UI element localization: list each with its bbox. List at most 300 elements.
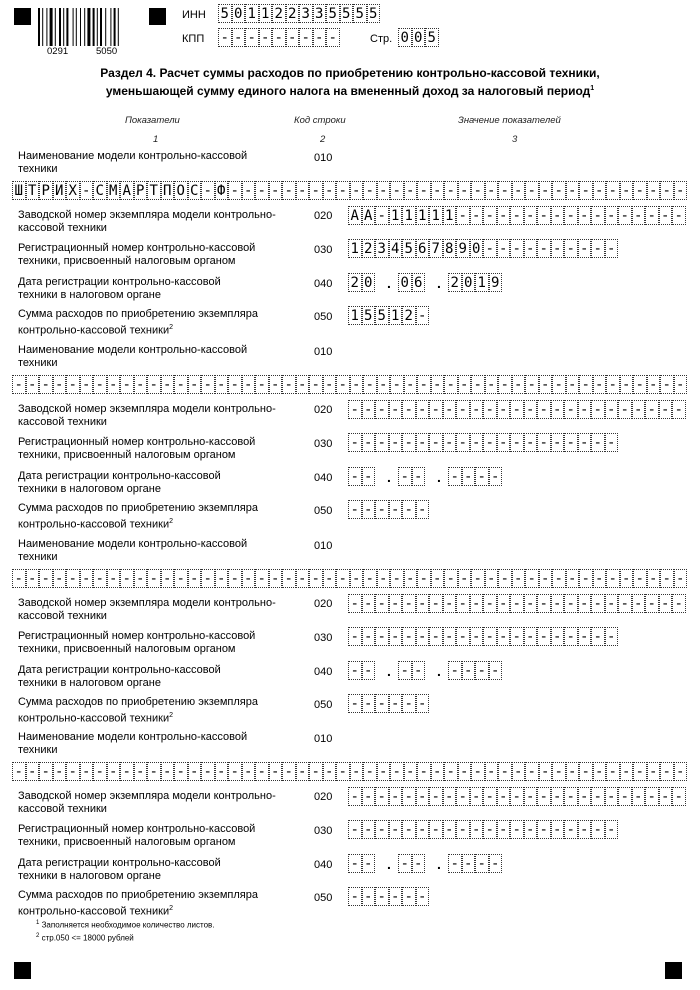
block-1-regnum-field-cell: [578, 239, 592, 258]
block-2-regnum-field-cell: [416, 433, 430, 452]
block-4-date-day-field-cell: [348, 854, 362, 873]
block-2-model-field-cell: [525, 375, 539, 394]
block-3-model-field-cell: [201, 569, 215, 588]
block-4-date-year-field-cell: [462, 854, 476, 873]
block-3-serial-field-cell: [605, 594, 619, 613]
block-1-regnum-field-cell: 7: [429, 239, 443, 258]
block-2-date-year-field-cell: [462, 467, 476, 486]
inn-cell: 5: [340, 4, 354, 23]
block-1-date-year-field[interactable]: [448, 273, 502, 294]
page-number-field[interactable]: [398, 28, 439, 49]
block-1-model-field-cell: А: [120, 181, 134, 200]
block-3-model-field-cell: [633, 569, 647, 588]
block-2-model-field-cell: [120, 375, 134, 394]
block-4-date-month-field[interactable]: [398, 854, 425, 875]
kpp-cell: [272, 28, 286, 47]
block-3-code-030: 030: [314, 632, 333, 644]
block-1-model-field-cell: [255, 181, 269, 200]
block-2-date-month-field-cell: [412, 467, 426, 486]
block-1-expense-field-cell: 1: [348, 306, 362, 325]
block-3-regnum-field-cell: [443, 627, 457, 646]
block-2-model-field-cell: [228, 375, 242, 394]
block-2-model-field-cell: [566, 375, 580, 394]
block-1-date-day-field-cell: 0: [362, 273, 376, 292]
corner-marker-top-left: [14, 8, 31, 25]
block-1-serial-field-cell: 1: [402, 206, 416, 225]
block-4-regnum-field-cell: [456, 820, 470, 839]
block-4-model-field-cell: [215, 762, 229, 781]
block-1-model-field-cell: [431, 181, 445, 200]
block-2-serial-field-cell: [564, 400, 578, 419]
block-1-model-field-cell: [228, 181, 242, 200]
block-4-serial-field-cell: [470, 787, 484, 806]
block-1-model-field-cell: Р: [39, 181, 53, 200]
block-4-expense-field-cell: [416, 887, 430, 906]
block-3-date-dot-1: .: [387, 663, 391, 679]
inn-field[interactable]: [218, 4, 380, 25]
block-2-serial-label: Заводской номер экземпляра модели контрольно-кассовой техники: [18, 403, 276, 428]
block-4-expense-field-cell: [389, 887, 403, 906]
block-2-regnum-field-cell: [605, 433, 619, 452]
block-3-serial-field-cell: [659, 594, 673, 613]
block-2-code-010: 010: [314, 346, 333, 358]
block-4-model-field-cell: [269, 762, 283, 781]
block-1-date-month-field-cell: 0: [398, 273, 412, 292]
block-2-model-field-cell: [39, 375, 53, 394]
block-4-serial-field-cell: [537, 787, 551, 806]
block-4-serial-field-cell: [389, 787, 403, 806]
block-2-model-field-cell: [512, 375, 526, 394]
block-3-model-field-cell: [525, 569, 539, 588]
block-4-regnum-field-cell: [402, 820, 416, 839]
block-2-regnum-field-cell: [429, 433, 443, 452]
block-4-code-050: 050: [314, 892, 333, 904]
block-2-regnum-field-cell: [362, 433, 376, 452]
block-4-model-field-cell: [107, 762, 121, 781]
block-3-date-year-field-cell: [475, 661, 489, 680]
block-1-date-year-field-cell: 2: [448, 273, 462, 292]
block-2-model-field-cell: [174, 375, 188, 394]
column-number-3: 3: [512, 134, 518, 145]
block-3-model-field-cell: [647, 569, 661, 588]
block-3-date-month-field[interactable]: [398, 661, 425, 682]
block-4-model-field-cell: [336, 762, 350, 781]
block-3-date-year-field-cell: [448, 661, 462, 680]
block-2-serial-field[interactable]: [348, 400, 686, 421]
block-1-serial-field-cell: [672, 206, 686, 225]
inn-cell: 0: [232, 4, 246, 23]
block-4-model-field-cell: [485, 762, 499, 781]
block-2-model-field-cell: [674, 375, 688, 394]
block-1-model-field-cell: [647, 181, 661, 200]
block-3-regnum-field-cell: [389, 627, 403, 646]
block-3-serial-field-cell: [483, 594, 497, 613]
block-3-model-field-cell: [80, 569, 94, 588]
block-4-expense-label: Сумма расходов по приобретению экземпляра контрольно-кассовой техники$^2$: [18, 889, 258, 918]
block-4-model-field-cell: [12, 762, 26, 781]
block-4-regnum-field[interactable]: [348, 820, 618, 841]
section-title-line1: Раздел 4. Расчет суммы расходов по приобретению контрольно-кассовой техники,: [100, 66, 600, 80]
block-2-model-field-cell: [620, 375, 634, 394]
block-3-model-field-cell: [296, 569, 310, 588]
block-4-serial-field[interactable]: [348, 787, 686, 808]
block-2-serial-field-cell: [402, 400, 416, 419]
block-1-model-field-cell: [350, 181, 364, 200]
block-1-model-field-cell: [498, 181, 512, 200]
block-1-regnum-field[interactable]: [348, 239, 618, 260]
block-3-expense-field-cell: [416, 694, 430, 713]
section-title-line2: уменьшающей сумму единого налога на вмененный доход за налоговый период$^1$: [105, 84, 595, 98]
block-2-date-month-field[interactable]: [398, 467, 425, 488]
block-2-serial-field-cell: [362, 400, 376, 419]
block-1-date-day-field-cell: 2: [348, 273, 362, 292]
block-4-regnum-field-cell: [497, 820, 511, 839]
block-2-code-030: 030: [314, 438, 333, 450]
block-3-regnum-field-cell: [402, 627, 416, 646]
block-4-model-field-cell: [80, 762, 94, 781]
block-2-expense-label: Сумма расходов по приобретению экземпляра контрольно-кассовой техники$^2$: [18, 502, 258, 531]
block-3-model-field-cell: [674, 569, 688, 588]
block-2-regnum-field-cell: [456, 433, 470, 452]
block-3-model-field-cell: [26, 569, 40, 588]
block-2-regnum-field-cell: [348, 433, 362, 452]
block-2-model-field[interactable]: [12, 375, 687, 396]
block-2-date-month-field-cell: [398, 467, 412, 486]
block-1-model-field-cell: Р: [134, 181, 148, 200]
block-3-regnum-field-cell: [456, 627, 470, 646]
block-1-model-field-cell: [485, 181, 499, 200]
block-2-model-field-cell: [390, 375, 404, 394]
block-4-model-field-cell: [606, 762, 620, 781]
block-4-model-field[interactable]: [12, 762, 687, 783]
kpp-cell: [326, 28, 340, 47]
block-1-serial-field-cell: А: [362, 206, 376, 225]
block-2-model-field-cell: [444, 375, 458, 394]
block-2-model-field-cell: [579, 375, 593, 394]
block-1-date-dot-1: .: [387, 275, 391, 291]
block-2-model-field-cell: [458, 375, 472, 394]
block-1-serial-field[interactable]: [348, 206, 686, 227]
block-1-regnum-field-cell: [551, 239, 565, 258]
inn-cell: 3: [299, 4, 313, 23]
block-4-expense-field[interactable]: [348, 887, 429, 908]
block-3-model-field-cell: [579, 569, 593, 588]
block-1-model-field-cell: [552, 181, 566, 200]
block-2-regnum-field-cell: [470, 433, 484, 452]
block-2-serial-field-cell: [618, 400, 632, 419]
block-3-serial-field-cell: [443, 594, 457, 613]
block-4-model-field-cell: [174, 762, 188, 781]
block-2-model-field-cell: [188, 375, 202, 394]
kpp-cell: [245, 28, 259, 47]
kpp-cell: [218, 28, 232, 47]
block-3-model-field-cell: [404, 569, 418, 588]
block-1-serial-field-cell: [632, 206, 646, 225]
block-4-serial-field-cell: [632, 787, 646, 806]
block-1-expense-field[interactable]: [348, 306, 429, 327]
block-1-serial-field-cell: [483, 206, 497, 225]
block-3-model-label: Наименование модели контрольно-кассовой техники: [18, 538, 248, 563]
block-1-serial-field-cell: 1: [443, 206, 457, 225]
block-2-expense-field[interactable]: [348, 500, 429, 521]
block-1-model-field-cell: -: [201, 181, 215, 200]
block-1-code-050: 050: [314, 311, 333, 323]
block-2-serial-field-cell: [456, 400, 470, 419]
block-1-serial-field-cell: [470, 206, 484, 225]
block-1-date-month-field[interactable]: [398, 273, 425, 294]
block-4-model-field-cell: [525, 762, 539, 781]
block-1-regnum-field-cell: [564, 239, 578, 258]
block-1-date-day-field[interactable]: [348, 273, 375, 294]
block-3-model-field-cell: [323, 569, 337, 588]
block-4-date-month-field-cell: [398, 854, 412, 873]
block-1-model-field-cell: [593, 181, 607, 200]
inn-cell: 5: [326, 4, 340, 23]
inn-cell: 5: [367, 4, 381, 23]
block-2-code-050: 050: [314, 505, 333, 517]
block-4-date-year-field[interactable]: [448, 854, 502, 875]
block-2-serial-field-cell: [645, 400, 659, 419]
block-1-model-field[interactable]: [12, 181, 687, 202]
block-1-model-field-cell: [471, 181, 485, 200]
block-3-model-field-cell: [498, 569, 512, 588]
block-3-regnum-field-cell: [510, 627, 524, 646]
block-4-model-field-cell: [323, 762, 337, 781]
block-4-regnum-field-cell: [578, 820, 592, 839]
block-1-regnum-field-cell: 2: [362, 239, 376, 258]
block-2-regnum-field-cell: [564, 433, 578, 452]
block-1-regnum-field-cell: 0: [470, 239, 484, 258]
block-3-serial-field[interactable]: [348, 594, 686, 615]
block-3-regnum-field-cell: [605, 627, 619, 646]
inn-cell: 5: [353, 4, 367, 23]
block-3-regnum-field-cell: [537, 627, 551, 646]
block-3-model-field-cell: [660, 569, 674, 588]
block-1-model-field-cell: Ф: [215, 181, 229, 200]
block-2-model-field-cell: [323, 375, 337, 394]
block-1-model-field-cell: С: [188, 181, 202, 200]
block-1-model-field-cell: [579, 181, 593, 200]
column-header-code: Код строки: [294, 115, 346, 126]
block-3-regnum-field-cell: [551, 627, 565, 646]
block-3-model-field-cell: [512, 569, 526, 588]
block-4-serial-field-cell: [456, 787, 470, 806]
block-2-regnum-field-cell: [497, 433, 511, 452]
block-1-regnum-field-cell: [591, 239, 605, 258]
block-3-regnum-label: Регистрационный номер контрольно-кассовой техники, присвоенный налоговым органом: [18, 630, 256, 655]
block-4-serial-field-cell: [362, 787, 376, 806]
block-2-serial-field-cell: [551, 400, 565, 419]
block-1-code-010: 010: [314, 152, 333, 164]
block-3-model-field-cell: [255, 569, 269, 588]
block-3-model-field-cell: [620, 569, 634, 588]
block-4-serial-field-cell: [375, 787, 389, 806]
block-2-model-field-cell: [282, 375, 296, 394]
block-4-serial-field-cell: [591, 787, 605, 806]
block-4-model-field-cell: [309, 762, 323, 781]
page-label: Стр.: [370, 33, 393, 45]
block-3-serial-field-cell: [672, 594, 686, 613]
block-1-expense-field-cell: [416, 306, 430, 325]
block-1-regnum-field-cell: 3: [375, 239, 389, 258]
block-1-serial-field-cell: [497, 206, 511, 225]
block-1-model-field-cell: [674, 181, 688, 200]
block-2-model-label: Наименование модели контрольно-кассовой техники: [18, 344, 248, 369]
block-2-serial-field-cell: [416, 400, 430, 419]
kpp-cell: [259, 28, 273, 47]
block-1-model-field-cell: [633, 181, 647, 200]
block-1-model-field-cell: [512, 181, 526, 200]
block-4-serial-label: Заводской номер экземпляра модели контрольно-кассовой техники: [18, 790, 276, 815]
block-4-date-day-field[interactable]: [348, 854, 375, 875]
block-1-model-field-cell: С: [93, 181, 107, 200]
block-3-model-field-cell: [309, 569, 323, 588]
block-1-model-field-cell: [566, 181, 580, 200]
kpp-cell: [286, 28, 300, 47]
block-1-model-field-cell: Х: [66, 181, 80, 200]
inn-cell: 5: [218, 4, 232, 23]
block-1-regdate-label: Дата регистрации контрольно-кассовой техники в налоговом органе: [18, 276, 221, 301]
block-2-date-dot-2: .: [437, 469, 441, 485]
corner-marker-top-center: [149, 8, 166, 25]
block-4-regnum-field-cell: [605, 820, 619, 839]
block-2-serial-field-cell: [632, 400, 646, 419]
block-4-regnum-field-cell: [591, 820, 605, 839]
block-3-model-field-cell: [390, 569, 404, 588]
block-1-model-field-cell: П: [161, 181, 175, 200]
block-1-model-field-cell: [363, 181, 377, 200]
block-2-regnum-field[interactable]: [348, 433, 618, 454]
block-1-regnum-field-cell: [605, 239, 619, 258]
block-1-serial-field-cell: [551, 206, 565, 225]
block-4-regdate-label: Дата регистрации контрольно-кассовой техники в налоговом органе: [18, 857, 221, 882]
block-3-model-field-cell: [539, 569, 553, 588]
block-2-expense-field-cell: [389, 500, 403, 519]
block-3-model-field-cell: [417, 569, 431, 588]
block-4-model-field-cell: [566, 762, 580, 781]
block-3-date-year-field-cell: [462, 661, 476, 680]
block-1-model-field-cell: О: [174, 181, 188, 200]
block-4-regnum-field-cell: [524, 820, 538, 839]
block-1-model-field-cell: [539, 181, 553, 200]
block-4-serial-field-cell: [645, 787, 659, 806]
block-2-date-day-field-cell: [362, 467, 376, 486]
block-1-date-year-field-cell: 1: [475, 273, 489, 292]
block-3-serial-field-cell: [551, 594, 565, 613]
block-2-model-field-cell: [593, 375, 607, 394]
block-3-serial-field-cell: [456, 594, 470, 613]
block-3-expense-field[interactable]: [348, 694, 429, 715]
block-2-model-field-cell: [309, 375, 323, 394]
block-4-model-field-cell: [471, 762, 485, 781]
block-1-regnum-field-cell: [497, 239, 511, 258]
block-1-code-030: 030: [314, 244, 333, 256]
block-2-serial-field-cell: [497, 400, 511, 419]
block-3-regnum-field[interactable]: [348, 627, 618, 648]
corner-marker-bottom-right: [665, 962, 682, 979]
block-1-model-field-cell: [377, 181, 391, 200]
block-1-serial-field-cell: 1: [389, 206, 403, 225]
page-cell: 0: [412, 28, 426, 47]
block-1-regnum-field-cell: 4: [389, 239, 403, 258]
block-4-model-field-cell: [539, 762, 553, 781]
block-1-regnum-field-cell: 8: [443, 239, 457, 258]
block-1-serial-field-cell: [659, 206, 673, 225]
block-2-date-year-field[interactable]: [448, 467, 502, 488]
block-4-expense-field-cell: [375, 887, 389, 906]
block-1-serial-field-cell: -: [375, 206, 389, 225]
block-1-model-field-cell: [525, 181, 539, 200]
block-3-model-field-cell: [228, 569, 242, 588]
block-4-serial-field-cell: [483, 787, 497, 806]
block-3-model-field[interactable]: [12, 569, 687, 590]
block-2-model-field-cell: [296, 375, 310, 394]
block-3-model-field-cell: [147, 569, 161, 588]
block-4-regnum-field-cell: [564, 820, 578, 839]
block-3-regnum-field-cell: [578, 627, 592, 646]
block-2-expense-field-cell: [362, 500, 376, 519]
block-1-date-dot-2: .: [437, 275, 441, 291]
block-4-code-020: 020: [314, 791, 333, 803]
block-4-model-field-cell: [593, 762, 607, 781]
block-1-expense-label: Сумма расходов по приобретению экземпляра контрольно-кассовой техники$^2$: [18, 308, 258, 337]
block-4-regnum-field-cell: [483, 820, 497, 839]
block-3-date-year-field[interactable]: [448, 661, 502, 682]
block-1-expense-field-cell: 5: [362, 306, 376, 325]
block-4-model-field-cell: [93, 762, 107, 781]
block-1-regnum-field-cell: 6: [416, 239, 430, 258]
block-2-date-day-field[interactable]: [348, 467, 375, 488]
block-2-regnum-field-cell: [537, 433, 551, 452]
block-3-regnum-field-cell: [591, 627, 605, 646]
kpp-cell: [313, 28, 327, 47]
block-3-model-field-cell: [107, 569, 121, 588]
block-4-model-field-cell: [552, 762, 566, 781]
block-4-model-field-cell: [296, 762, 310, 781]
block-1-expense-field-cell: 5: [375, 306, 389, 325]
kpp-field[interactable]: [218, 28, 340, 49]
block-4-model-field-cell: [458, 762, 472, 781]
block-3-model-field-cell: [377, 569, 391, 588]
block-2-serial-field-cell: [537, 400, 551, 419]
block-4-date-dot-1: .: [387, 856, 391, 872]
block-3-date-day-field[interactable]: [348, 661, 375, 682]
block-4-regnum-field-cell: [348, 820, 362, 839]
block-1-date-month-field-cell: 6: [412, 273, 426, 292]
block-2-expense-field-cell: [402, 500, 416, 519]
block-2-serial-field-cell: [429, 400, 443, 419]
block-1-serial-field-cell: [578, 206, 592, 225]
inn-label: ИНН: [182, 9, 206, 21]
block-1-model-field-cell: М: [107, 181, 121, 200]
block-3-expense-field-cell: [348, 694, 362, 713]
block-2-model-field-cell: [201, 375, 215, 394]
block-1-model-label: Наименование модели контрольно-кассовой техники: [18, 150, 248, 175]
block-2-regnum-field-cell: [591, 433, 605, 452]
block-1-serial-field-cell: [524, 206, 538, 225]
block-4-model-field-cell: [444, 762, 458, 781]
block-3-expense-field-cell: [362, 694, 376, 713]
inn-cell: 2: [286, 4, 300, 23]
block-4-model-field-cell: [53, 762, 67, 781]
block-3-model-field-cell: [485, 569, 499, 588]
block-4-regnum-field-cell: [389, 820, 403, 839]
block-1-model-field-cell: [390, 181, 404, 200]
block-1-model-field-cell: [404, 181, 418, 200]
block-4-serial-field-cell: [659, 787, 673, 806]
block-2-regnum-field-cell: [443, 433, 457, 452]
column-number-2: 2: [320, 134, 326, 145]
